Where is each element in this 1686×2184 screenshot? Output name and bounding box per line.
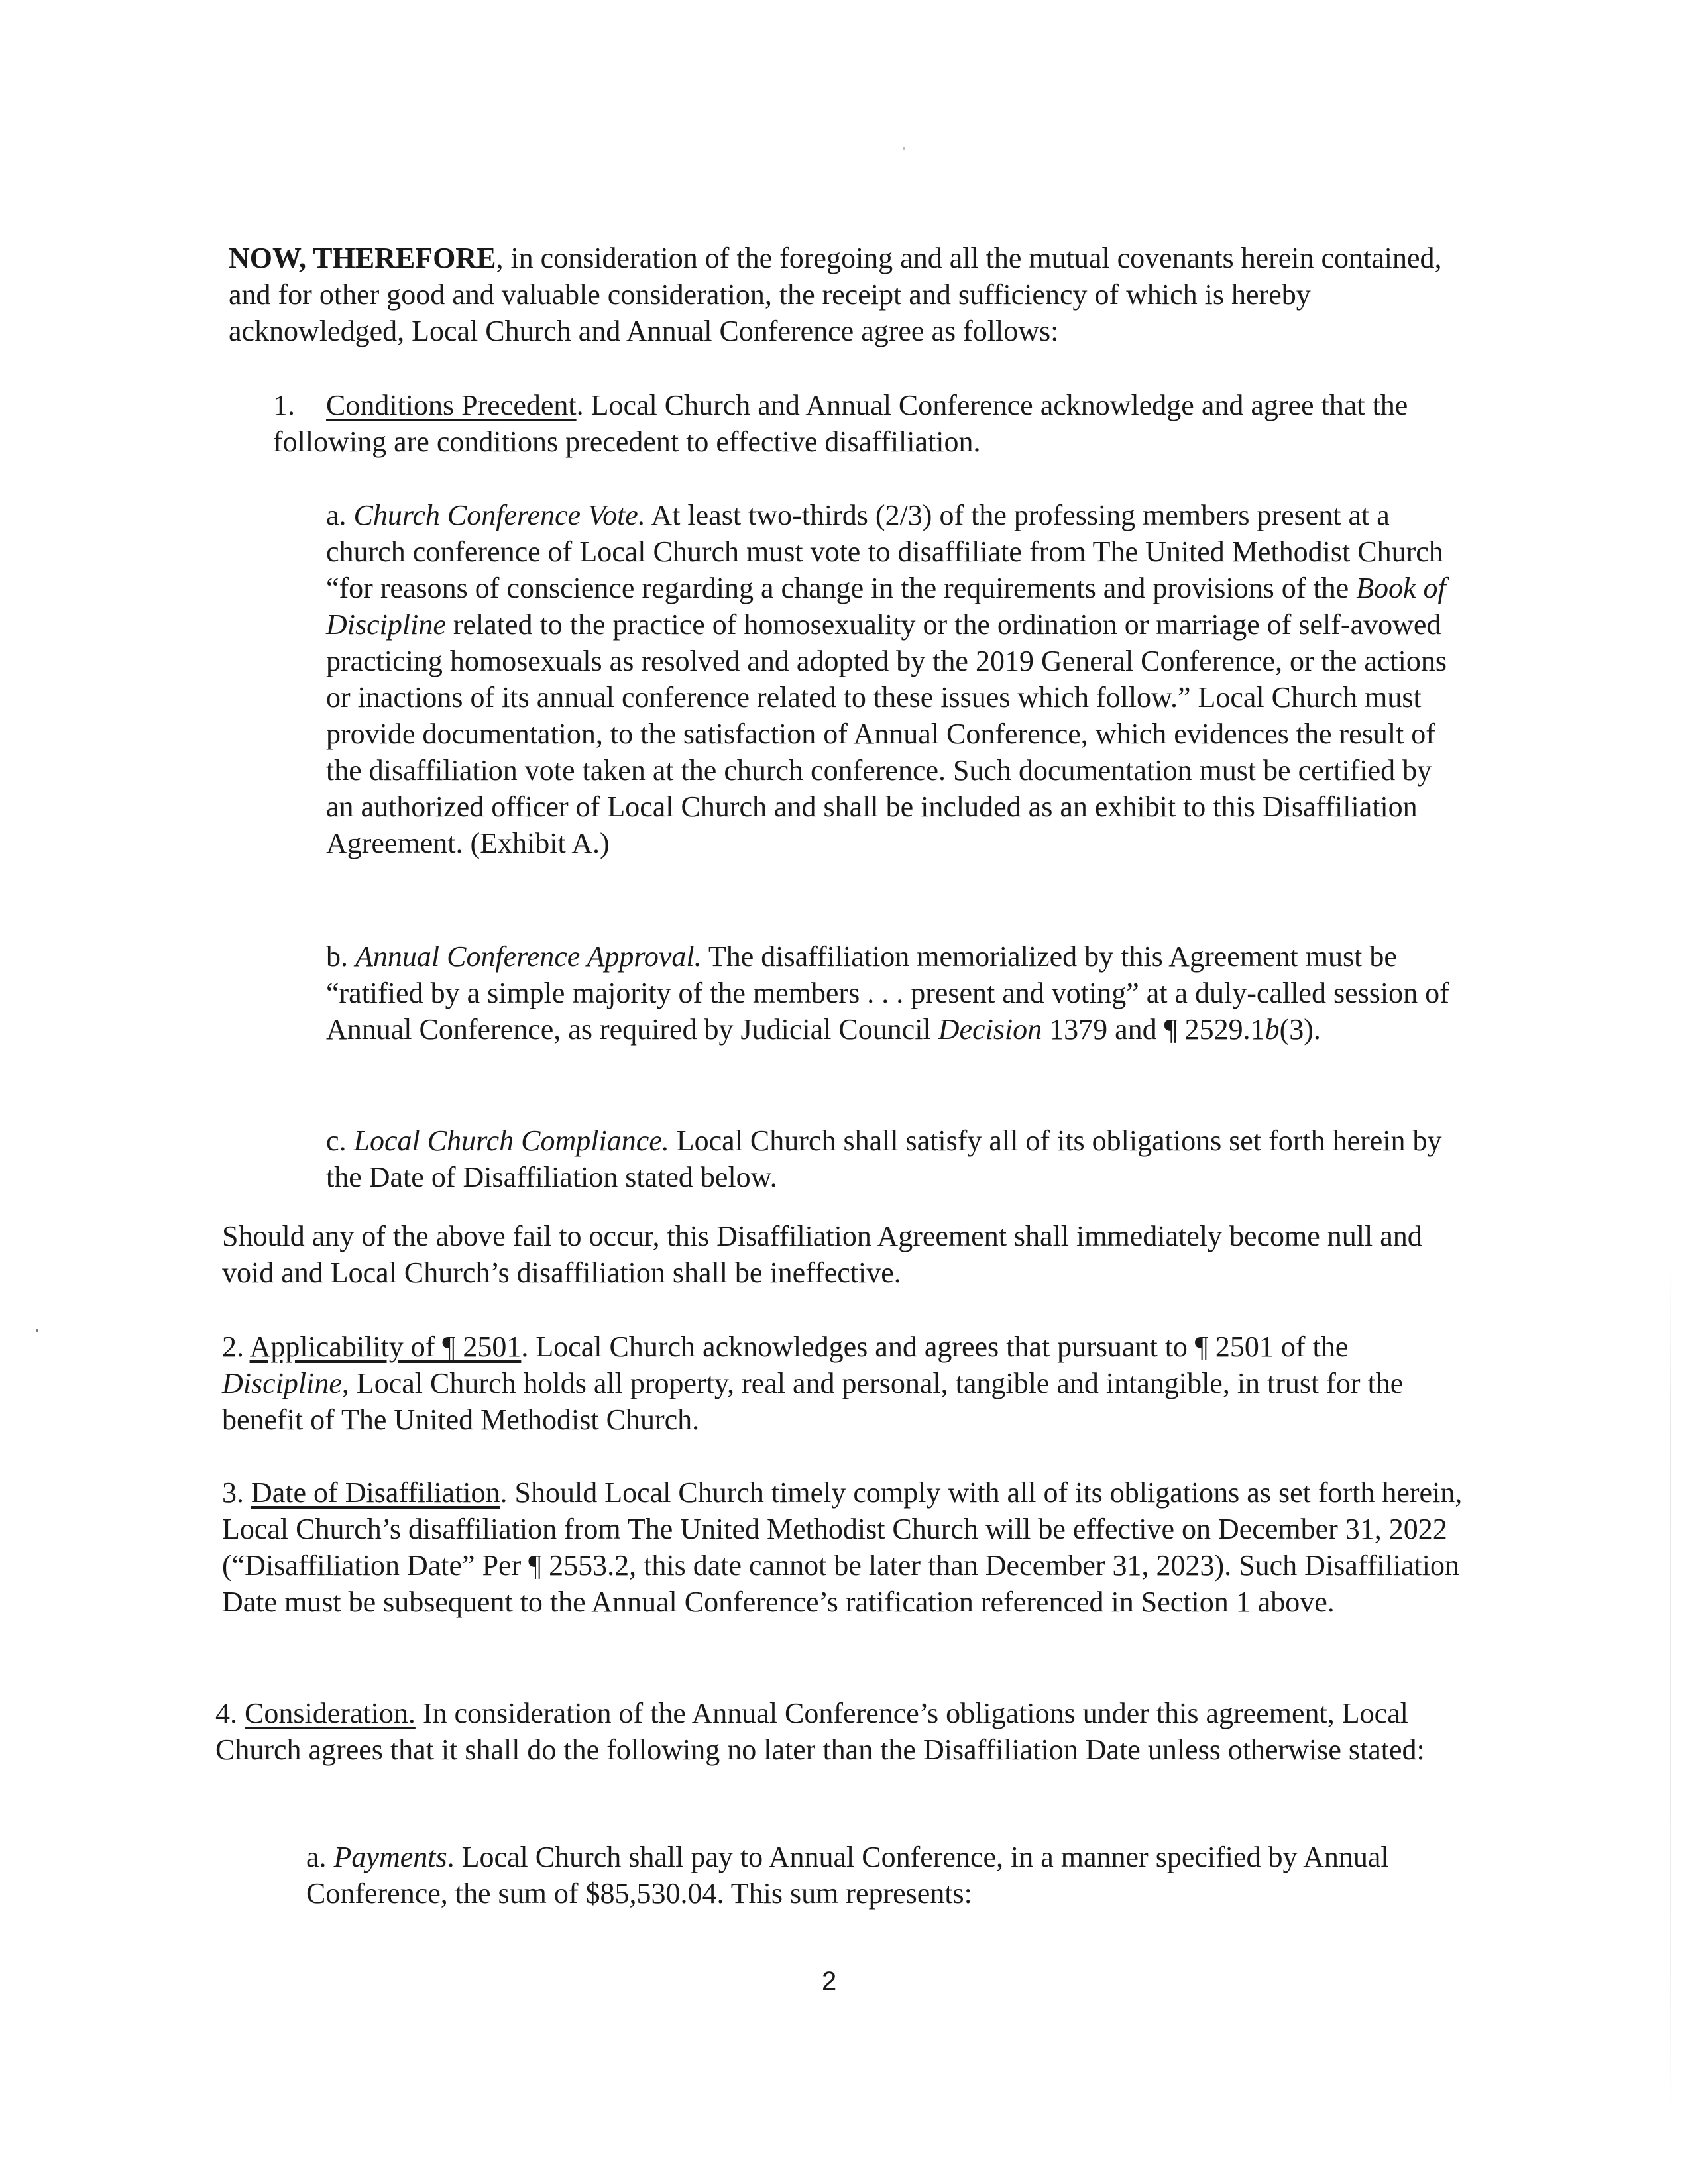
section1b-b-italic: b (1264, 1013, 1280, 1046)
section3-paragraph (222, 1474, 1468, 1620)
scan-edge-artifact (1670, 1259, 1671, 2120)
intro-text: , in consideration of the foregoing and all the mutual covenants herein contained, and for other good and valuable consideration, the receipt and sufficiency of which is hereby acknowledged, Local Church and Annual Conference agree as follows: (229, 242, 1442, 347)
section2-text2: , Local Church holds all property, real and personal, tangible and intangible, in trust for the benefit of The United Methodist Church. (222, 1367, 1404, 1436)
scan-speck (36, 1329, 38, 1332)
section1b-title: Annual Conference Approval. (355, 940, 702, 973)
section2-paragraph (222, 1329, 1468, 1438)
scan-speck (903, 147, 905, 150)
section1b-text2: 1379 and ¶ 2529.1 (1042, 1013, 1265, 1046)
section4-text: In consideration of the Annual Conference’s obligations under this agreement, Local Church agrees that it shall do the following no later than the Disaffiliation Date unless otherwise stated: (215, 1697, 1425, 1766)
section2-title: Applicability of ¶ 2501 (249, 1331, 522, 1363)
section1-number: 1. (273, 389, 295, 421)
page-number: 2 (822, 1967, 837, 1996)
section1a-text2: related to the practice of homosexuality or the ordination or marriage of self-avowed practicing homosexuals as resolved and adopted by the 2019 General Conference, or the actions or inactions of its annual conference related to these issues which follow.” Local Church must provide documentation, to the satisfaction of Annual Conference, which evidences the result of the disaffiliation vote taken at the church conference. Such documentation must be certified by an authorized officer of Local Church and shall be included as an exhibit to this Disaffiliation Agreement. (Exhibit A.) (326, 608, 1447, 859)
section1b-text3: (3). (1279, 1013, 1321, 1046)
fail-clause-paragraph: Should any of the above fail to occur, this Disaffiliation Agreement shall immediately become null and void and Local Church’s disaffiliation shall be ineffective. (222, 1220, 1422, 1289)
section1a-book: Book of Discipline (326, 572, 1446, 641)
section1a-label: a. (326, 499, 354, 531)
section2-number: 2. (222, 1331, 250, 1363)
section1-title: Conditions Precedent (326, 389, 577, 421)
section4-number: 4. (215, 1697, 245, 1729)
section1a-paragraph (326, 497, 1466, 861)
section1c-text: Local Church shall satisfy all of its obligations set forth herein by the Date of Disaffiliation stated below. (326, 1124, 1442, 1193)
section1a-text1: At least two-thirds (2/3) of the professing members present at a church conference of Local Church must vote to disaffiliate from The United Methodist Church “for reasons of conscience regarding a change in the requirements and provisions of the (326, 499, 1443, 604)
section3-number: 3. (222, 1476, 251, 1509)
section1c-label: c. (326, 1124, 354, 1157)
section1b-paragraph (326, 938, 1466, 1048)
section4a-title: Payments (333, 1841, 447, 1873)
section1b-label: b. (326, 940, 355, 973)
section1c-paragraph (326, 1122, 1466, 1195)
section2-discipline: Discipline (222, 1367, 342, 1399)
section4-title: Consideration. (245, 1697, 416, 1729)
section3-title: Date of Disaffiliation (251, 1476, 500, 1509)
section4a-paragraph (306, 1839, 1466, 1912)
intro-paragraph (229, 240, 1468, 349)
section4a-label: a. (306, 1841, 334, 1873)
section1a-title: Church Conference Vote. (353, 499, 646, 531)
section4a-text: . Local Church shall pay to Annual Conference, in a manner specified by Annual Conference, the sum of $85,530.04. This sum represents: (306, 1841, 1389, 1910)
section1c-title: Local Church Compliance. (353, 1124, 669, 1157)
section1b-decision: Decision (938, 1013, 1042, 1046)
intro-lead: NOW, THEREFORE (229, 242, 496, 274)
section1-heading-paragraph (273, 387, 1459, 460)
section4-paragraph (215, 1695, 1468, 1768)
section1-text: . Local Church and Annual Conference acknowledge and agree that the following are conditions precedent to effective disaffiliation. (273, 389, 1408, 458)
section2-text1: . Local Church acknowledges and agrees that pursuant to ¶ 2501 of the (521, 1331, 1349, 1363)
section1b-text1: The disaffiliation memorialized by this Agreement must be “ratified by a simple majority of the members . . . present and voting” at a duly-called session of Annual Conference, as required by Judicial Council (326, 940, 1449, 1046)
section3-text: . Should Local Church timely comply with all of its obligations as set forth herein, Local Church’s disaffiliation from The United Methodist Church will be effective on December 31, 2022 (“Disaffiliation Date” Per ¶ 2553.2, this date cannot be later than December 31, 2023). Such Disaffiliation Date must be subsequent to the Annual Conference’s ratification referenced in Section 1 above. (222, 1476, 1463, 1618)
